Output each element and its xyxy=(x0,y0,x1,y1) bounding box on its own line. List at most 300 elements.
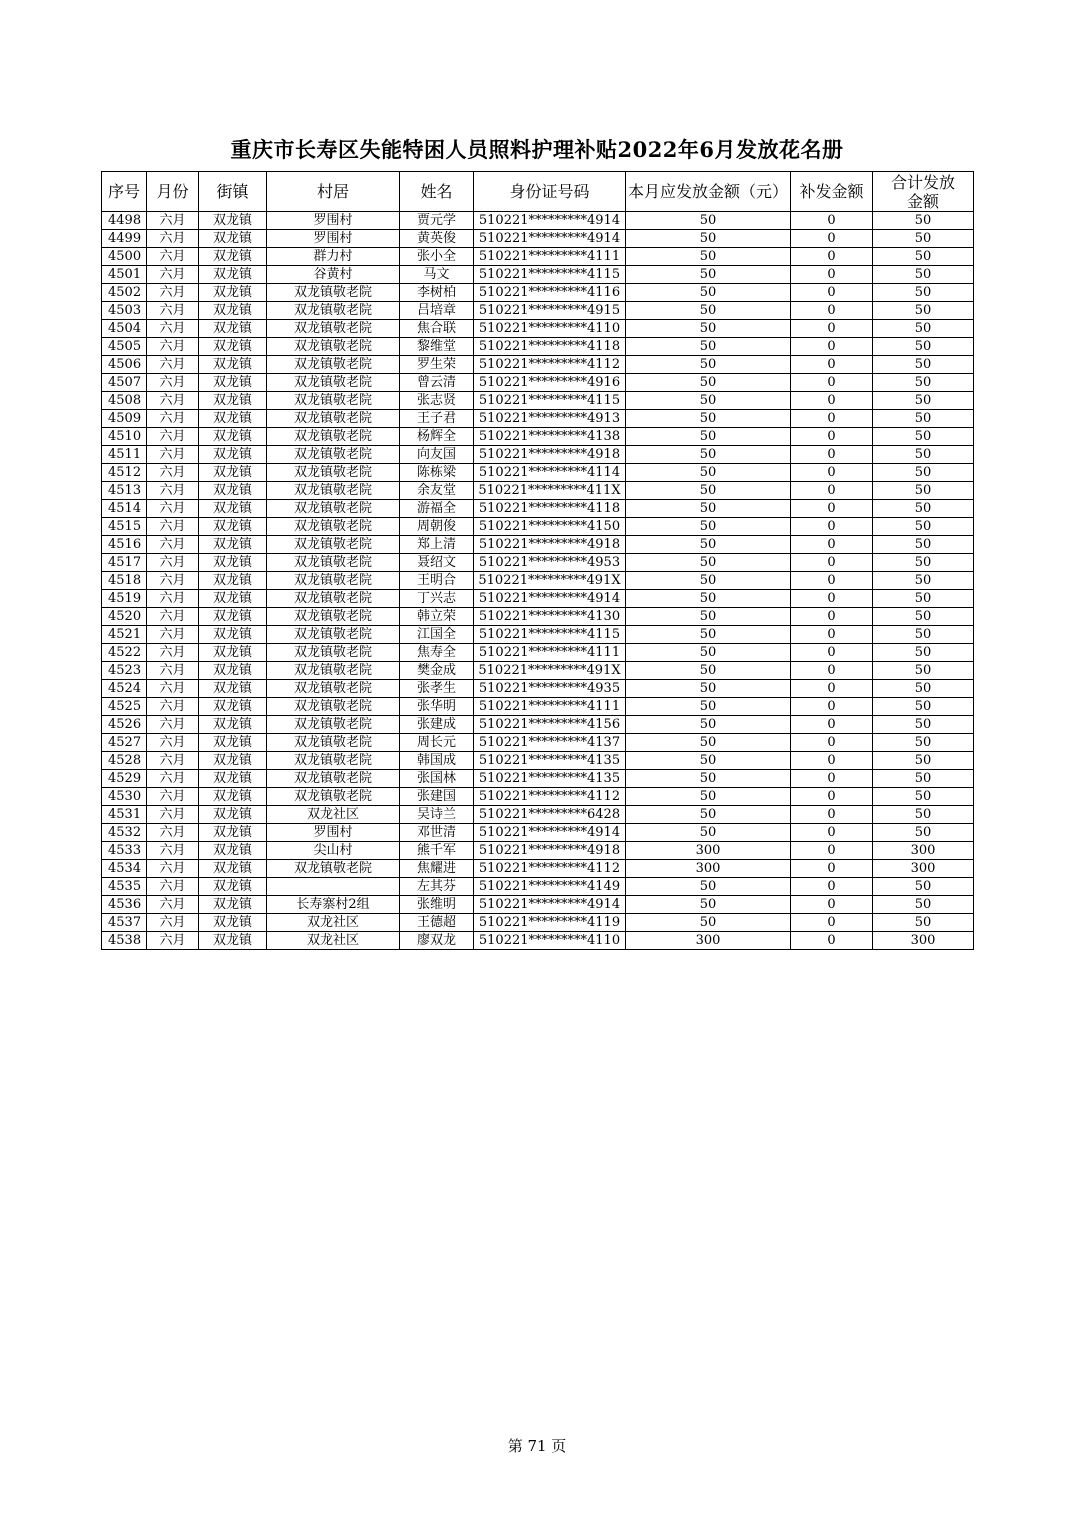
cell-total-amount: 50 xyxy=(873,554,974,572)
cell-village: 双龙镇敬老院 xyxy=(267,464,400,482)
table-row xyxy=(102,788,974,806)
cell-monthly-amount: 50 xyxy=(626,536,791,554)
cell-monthly-amount: 50 xyxy=(626,572,791,590)
cell-reissue-amount: 0 xyxy=(791,338,873,356)
table-row xyxy=(102,842,974,860)
cell-name: 左其芬 xyxy=(400,878,474,896)
cell-reissue-amount: 0 xyxy=(791,302,873,320)
cell-town: 双龙镇 xyxy=(199,770,267,788)
cell-reissue-amount: 0 xyxy=(791,518,873,536)
cell-seq: 4534 xyxy=(102,860,147,878)
cell-id: 510221*********4914 xyxy=(474,230,626,248)
column-header-month: 月份 xyxy=(147,172,199,212)
table-row xyxy=(102,338,974,356)
column-header-monthly-amount: 本月应发放金额（元） xyxy=(626,172,791,212)
cell-name: 贾元学 xyxy=(400,212,474,230)
cell-seq: 4504 xyxy=(102,320,147,338)
cell-reissue-amount: 0 xyxy=(791,716,873,734)
cell-monthly-amount: 50 xyxy=(626,662,791,680)
cell-seq: 4516 xyxy=(102,536,147,554)
cell-town: 双龙镇 xyxy=(199,230,267,248)
cell-name: 丁兴志 xyxy=(400,590,474,608)
cell-town: 双龙镇 xyxy=(199,356,267,374)
cell-village: 双龙镇敬老院 xyxy=(267,752,400,770)
cell-reissue-amount: 0 xyxy=(791,860,873,878)
cell-seq: 4536 xyxy=(102,896,147,914)
cell-reissue-amount: 0 xyxy=(791,248,873,266)
cell-name: 张志贤 xyxy=(400,392,474,410)
cell-seq: 4522 xyxy=(102,644,147,662)
cell-reissue-amount: 0 xyxy=(791,842,873,860)
cell-town: 双龙镇 xyxy=(199,608,267,626)
cell-total-amount: 50 xyxy=(873,626,974,644)
cell-seq: 4508 xyxy=(102,392,147,410)
cell-village: 双龙镇敬老院 xyxy=(267,428,400,446)
cell-month: 六月 xyxy=(147,518,199,536)
cell-village: 罗围村 xyxy=(267,212,400,230)
cell-town: 双龙镇 xyxy=(199,680,267,698)
cell-monthly-amount: 50 xyxy=(626,878,791,896)
cell-name: 张国林 xyxy=(400,770,474,788)
cell-total-amount: 300 xyxy=(873,932,974,950)
cell-name: 李树柏 xyxy=(400,284,474,302)
cell-month: 六月 xyxy=(147,680,199,698)
cell-id: 510221*********411X xyxy=(474,482,626,500)
cell-id: 510221*********491X xyxy=(474,662,626,680)
cell-monthly-amount: 50 xyxy=(626,212,791,230)
cell-total-amount: 50 xyxy=(873,320,974,338)
cell-reissue-amount: 0 xyxy=(791,662,873,680)
cell-month: 六月 xyxy=(147,410,199,428)
cell-id: 510221*********4112 xyxy=(474,356,626,374)
table-row xyxy=(102,446,974,464)
table-row xyxy=(102,482,974,500)
cell-village: 双龙镇敬老院 xyxy=(267,410,400,428)
cell-seq: 4509 xyxy=(102,410,147,428)
cell-id: 510221*********4914 xyxy=(474,824,626,842)
cell-village: 双龙镇敬老院 xyxy=(267,644,400,662)
cell-month: 六月 xyxy=(147,212,199,230)
cell-reissue-amount: 0 xyxy=(791,374,873,392)
cell-id: 510221*********4112 xyxy=(474,860,626,878)
cell-month: 六月 xyxy=(147,554,199,572)
table-row xyxy=(102,410,974,428)
cell-monthly-amount: 50 xyxy=(626,230,791,248)
table-row xyxy=(102,752,974,770)
cell-id: 510221*********4118 xyxy=(474,500,626,518)
cell-month: 六月 xyxy=(147,626,199,644)
cell-town: 双龙镇 xyxy=(199,644,267,662)
cell-month: 六月 xyxy=(147,914,199,932)
cell-total-amount: 50 xyxy=(873,716,974,734)
cell-reissue-amount: 0 xyxy=(791,824,873,842)
cell-name: 樊金成 xyxy=(400,662,474,680)
table-row xyxy=(102,428,974,446)
cell-name: 张维明 xyxy=(400,896,474,914)
cell-seq: 4537 xyxy=(102,914,147,932)
cell-town: 双龙镇 xyxy=(199,446,267,464)
table-row xyxy=(102,212,974,230)
cell-month: 六月 xyxy=(147,284,199,302)
cell-monthly-amount: 50 xyxy=(626,482,791,500)
cell-reissue-amount: 0 xyxy=(791,680,873,698)
cell-month: 六月 xyxy=(147,320,199,338)
cell-month: 六月 xyxy=(147,572,199,590)
cell-village: 双龙镇敬老院 xyxy=(267,482,400,500)
cell-seq: 4525 xyxy=(102,698,147,716)
cell-village: 双龙镇敬老院 xyxy=(267,590,400,608)
cell-town: 双龙镇 xyxy=(199,734,267,752)
cell-monthly-amount: 50 xyxy=(626,266,791,284)
cell-town: 双龙镇 xyxy=(199,878,267,896)
cell-town: 双龙镇 xyxy=(199,914,267,932)
table-row xyxy=(102,770,974,788)
cell-town: 双龙镇 xyxy=(199,896,267,914)
cell-id: 510221*********4112 xyxy=(474,788,626,806)
cell-town: 双龙镇 xyxy=(199,932,267,950)
cell-town: 双龙镇 xyxy=(199,824,267,842)
table-row xyxy=(102,266,974,284)
cell-reissue-amount: 0 xyxy=(791,806,873,824)
cell-total-amount: 50 xyxy=(873,752,974,770)
cell-town: 双龙镇 xyxy=(199,500,267,518)
cell-seq: 4523 xyxy=(102,662,147,680)
cell-town: 双龙镇 xyxy=(199,320,267,338)
cell-seq: 4535 xyxy=(102,878,147,896)
cell-monthly-amount: 50 xyxy=(626,590,791,608)
cell-id: 510221*********4119 xyxy=(474,914,626,932)
cell-month: 六月 xyxy=(147,752,199,770)
cell-id: 510221*********4118 xyxy=(474,338,626,356)
cell-seq: 4505 xyxy=(102,338,147,356)
cell-id: 510221*********4918 xyxy=(474,536,626,554)
table-row xyxy=(102,734,974,752)
cell-monthly-amount: 300 xyxy=(626,932,791,950)
cell-seq: 4498 xyxy=(102,212,147,230)
cell-town: 双龙镇 xyxy=(199,590,267,608)
cell-village: 双龙镇敬老院 xyxy=(267,698,400,716)
cell-town: 双龙镇 xyxy=(199,716,267,734)
cell-reissue-amount: 0 xyxy=(791,356,873,374)
cell-reissue-amount: 0 xyxy=(791,464,873,482)
table-row xyxy=(102,662,974,680)
cell-id: 510221*********4149 xyxy=(474,878,626,896)
cell-monthly-amount: 50 xyxy=(626,608,791,626)
cell-name: 郑上清 xyxy=(400,536,474,554)
cell-month: 六月 xyxy=(147,590,199,608)
table-row xyxy=(102,284,974,302)
cell-total-amount: 50 xyxy=(873,536,974,554)
cell-reissue-amount: 0 xyxy=(791,734,873,752)
cell-total-amount: 50 xyxy=(873,374,974,392)
cell-village: 双龙镇敬老院 xyxy=(267,770,400,788)
cell-village: 双龙镇敬老院 xyxy=(267,374,400,392)
cell-reissue-amount: 0 xyxy=(791,932,873,950)
cell-month: 六月 xyxy=(147,266,199,284)
cell-reissue-amount: 0 xyxy=(791,590,873,608)
cell-total-amount: 50 xyxy=(873,338,974,356)
cell-id: 510221*********4135 xyxy=(474,770,626,788)
cell-total-amount: 50 xyxy=(873,824,974,842)
cell-name: 向友国 xyxy=(400,446,474,464)
cell-month: 六月 xyxy=(147,302,199,320)
cell-name: 韩立荣 xyxy=(400,608,474,626)
table-row xyxy=(102,464,974,482)
cell-monthly-amount: 50 xyxy=(626,392,791,410)
cell-seq: 4515 xyxy=(102,518,147,536)
cell-town: 双龙镇 xyxy=(199,266,267,284)
cell-monthly-amount: 50 xyxy=(626,500,791,518)
cell-town: 双龙镇 xyxy=(199,428,267,446)
column-header-town: 街镇 xyxy=(199,172,267,212)
cell-village xyxy=(267,878,400,896)
cell-monthly-amount: 50 xyxy=(626,896,791,914)
cell-month: 六月 xyxy=(147,824,199,842)
cell-month: 六月 xyxy=(147,698,199,716)
table-row xyxy=(102,572,974,590)
cell-town: 双龙镇 xyxy=(199,248,267,266)
cell-seq: 4510 xyxy=(102,428,147,446)
cell-village: 双龙镇敬老院 xyxy=(267,302,400,320)
cell-name: 王明合 xyxy=(400,572,474,590)
cell-village: 双龙镇敬老院 xyxy=(267,554,400,572)
cell-monthly-amount: 50 xyxy=(626,788,791,806)
cell-monthly-amount: 50 xyxy=(626,626,791,644)
cell-name: 曾云清 xyxy=(400,374,474,392)
cell-monthly-amount: 50 xyxy=(626,464,791,482)
cell-month: 六月 xyxy=(147,446,199,464)
cell-town: 双龙镇 xyxy=(199,572,267,590)
cell-village: 双龙镇敬老院 xyxy=(267,536,400,554)
cell-seq: 4533 xyxy=(102,842,147,860)
cell-village: 罗围村 xyxy=(267,230,400,248)
column-header-seq: 序号 xyxy=(102,172,147,212)
cell-village: 双龙镇敬老院 xyxy=(267,716,400,734)
cell-name: 张华明 xyxy=(400,698,474,716)
cell-total-amount: 50 xyxy=(873,770,974,788)
cell-id: 510221*********4115 xyxy=(474,626,626,644)
cell-seq: 4524 xyxy=(102,680,147,698)
table-row xyxy=(102,932,974,950)
cell-town: 双龙镇 xyxy=(199,464,267,482)
cell-month: 六月 xyxy=(147,374,199,392)
cell-month: 六月 xyxy=(147,716,199,734)
cell-town: 双龙镇 xyxy=(199,860,267,878)
cell-id: 510221*********4918 xyxy=(474,446,626,464)
cell-month: 六月 xyxy=(147,644,199,662)
table-row xyxy=(102,698,974,716)
cell-monthly-amount: 50 xyxy=(626,248,791,266)
cell-name: 马文 xyxy=(400,266,474,284)
cell-id: 510221*********4156 xyxy=(474,716,626,734)
cell-town: 双龙镇 xyxy=(199,752,267,770)
cell-monthly-amount: 50 xyxy=(626,356,791,374)
cell-reissue-amount: 0 xyxy=(791,536,873,554)
cell-town: 双龙镇 xyxy=(199,392,267,410)
cell-name: 廖双龙 xyxy=(400,932,474,950)
cell-town: 双龙镇 xyxy=(199,374,267,392)
cell-village: 双龙镇敬老院 xyxy=(267,392,400,410)
cell-month: 六月 xyxy=(147,896,199,914)
table-row xyxy=(102,680,974,698)
table-row xyxy=(102,644,974,662)
cell-village: 双龙镇敬老院 xyxy=(267,788,400,806)
cell-name: 焦寿全 xyxy=(400,644,474,662)
cell-village: 双龙镇敬老院 xyxy=(267,734,400,752)
cell-total-amount: 50 xyxy=(873,248,974,266)
cell-reissue-amount: 0 xyxy=(791,446,873,464)
cell-name: 熊千军 xyxy=(400,842,474,860)
cell-month: 六月 xyxy=(147,428,199,446)
cell-seq: 4538 xyxy=(102,932,147,950)
cell-total-amount: 50 xyxy=(873,698,974,716)
cell-village: 双龙镇敬老院 xyxy=(267,572,400,590)
cell-monthly-amount: 50 xyxy=(626,698,791,716)
cell-seq: 4520 xyxy=(102,608,147,626)
page-title: 重庆市长寿区失能特困人员照料护理补贴2022年6月发放花名册 xyxy=(230,137,844,162)
cell-total-amount: 50 xyxy=(873,230,974,248)
cell-id: 510221*********4918 xyxy=(474,842,626,860)
cell-total-amount: 50 xyxy=(873,680,974,698)
cell-village: 双龙镇敬老院 xyxy=(267,356,400,374)
cell-reissue-amount: 0 xyxy=(791,284,873,302)
cell-reissue-amount: 0 xyxy=(791,410,873,428)
cell-seq: 4507 xyxy=(102,374,147,392)
cell-total-amount: 300 xyxy=(873,860,974,878)
table-row xyxy=(102,230,974,248)
cell-monthly-amount: 50 xyxy=(626,284,791,302)
table-row xyxy=(102,608,974,626)
cell-seq: 4532 xyxy=(102,824,147,842)
cell-total-amount: 50 xyxy=(873,590,974,608)
cell-seq: 4500 xyxy=(102,248,147,266)
cell-name: 邓世清 xyxy=(400,824,474,842)
table-row xyxy=(102,518,974,536)
cell-seq: 4531 xyxy=(102,806,147,824)
cell-reissue-amount: 0 xyxy=(791,320,873,338)
column-header-total-amount: 合计发放金额 xyxy=(873,172,974,212)
cell-name: 张建国 xyxy=(400,788,474,806)
cell-id: 510221*********4914 xyxy=(474,212,626,230)
cell-month: 六月 xyxy=(147,482,199,500)
cell-monthly-amount: 300 xyxy=(626,842,791,860)
cell-reissue-amount: 0 xyxy=(791,644,873,662)
cell-month: 六月 xyxy=(147,392,199,410)
cell-month: 六月 xyxy=(147,860,199,878)
cell-monthly-amount: 50 xyxy=(626,410,791,428)
column-header-id: 身份证号码 xyxy=(474,172,626,212)
cell-town: 双龙镇 xyxy=(199,338,267,356)
cell-village: 双龙社区 xyxy=(267,932,400,950)
cell-town: 双龙镇 xyxy=(199,554,267,572)
cell-month: 六月 xyxy=(147,788,199,806)
table-row xyxy=(102,896,974,914)
cell-monthly-amount: 50 xyxy=(626,734,791,752)
cell-reissue-amount: 0 xyxy=(791,572,873,590)
cell-name: 陈栋梁 xyxy=(400,464,474,482)
cell-total-amount: 50 xyxy=(873,662,974,680)
cell-name: 周朝俊 xyxy=(400,518,474,536)
cell-month: 六月 xyxy=(147,338,199,356)
cell-reissue-amount: 0 xyxy=(791,230,873,248)
cell-seq: 4518 xyxy=(102,572,147,590)
cell-id: 510221*********4138 xyxy=(474,428,626,446)
cell-monthly-amount: 50 xyxy=(626,716,791,734)
cell-seq: 4502 xyxy=(102,284,147,302)
cell-total-amount: 50 xyxy=(873,788,974,806)
cell-month: 六月 xyxy=(147,608,199,626)
cell-monthly-amount: 50 xyxy=(626,428,791,446)
cell-monthly-amount: 50 xyxy=(626,770,791,788)
table-row xyxy=(102,356,974,374)
cell-name: 张孝生 xyxy=(400,680,474,698)
cell-total-amount: 50 xyxy=(873,410,974,428)
cell-total-amount: 50 xyxy=(873,356,974,374)
cell-seq: 4521 xyxy=(102,626,147,644)
cell-town: 双龙镇 xyxy=(199,662,267,680)
cell-seq: 4511 xyxy=(102,446,147,464)
table-row xyxy=(102,878,974,896)
cell-town: 双龙镇 xyxy=(199,212,267,230)
cell-id: 510221*********4914 xyxy=(474,896,626,914)
cell-town: 双龙镇 xyxy=(199,482,267,500)
cell-village: 双龙镇敬老院 xyxy=(267,518,400,536)
cell-id: 510221*********4116 xyxy=(474,284,626,302)
cell-month: 六月 xyxy=(147,842,199,860)
cell-monthly-amount: 50 xyxy=(626,752,791,770)
cell-village: 群力村 xyxy=(267,248,400,266)
cell-reissue-amount: 0 xyxy=(791,500,873,518)
cell-reissue-amount: 0 xyxy=(791,266,873,284)
cell-name: 王子君 xyxy=(400,410,474,428)
cell-name: 吕培章 xyxy=(400,302,474,320)
cell-name: 焦耀进 xyxy=(400,860,474,878)
cell-seq: 4530 xyxy=(102,788,147,806)
page-number: 第 71 页 xyxy=(507,1437,567,1455)
cell-monthly-amount: 50 xyxy=(626,680,791,698)
cell-village: 双龙社区 xyxy=(267,806,400,824)
cell-total-amount: 50 xyxy=(873,284,974,302)
cell-id: 510221*********491X xyxy=(474,572,626,590)
cell-seq: 4529 xyxy=(102,770,147,788)
cell-total-amount: 50 xyxy=(873,464,974,482)
cell-total-amount: 50 xyxy=(873,392,974,410)
cell-reissue-amount: 0 xyxy=(791,212,873,230)
table-row xyxy=(102,536,974,554)
table-row xyxy=(102,500,974,518)
cell-reissue-amount: 0 xyxy=(791,698,873,716)
cell-id: 510221*********4915 xyxy=(474,302,626,320)
cell-seq: 4506 xyxy=(102,356,147,374)
cell-id: 510221*********4914 xyxy=(474,590,626,608)
table-row xyxy=(102,716,974,734)
cell-seq: 4517 xyxy=(102,554,147,572)
cell-town: 双龙镇 xyxy=(199,536,267,554)
cell-total-amount: 50 xyxy=(873,500,974,518)
cell-village: 双龙镇敬老院 xyxy=(267,500,400,518)
cell-monthly-amount: 50 xyxy=(626,374,791,392)
table-row xyxy=(102,860,974,878)
cell-seq: 4528 xyxy=(102,752,147,770)
cell-village: 双龙社区 xyxy=(267,914,400,932)
cell-total-amount: 50 xyxy=(873,914,974,932)
cell-village: 双龙镇敬老院 xyxy=(267,626,400,644)
cell-name: 王德超 xyxy=(400,914,474,932)
cell-id: 510221*********4110 xyxy=(474,932,626,950)
table-row xyxy=(102,374,974,392)
cell-id: 510221*********4130 xyxy=(474,608,626,626)
cell-village: 双龙镇敬老院 xyxy=(267,338,400,356)
